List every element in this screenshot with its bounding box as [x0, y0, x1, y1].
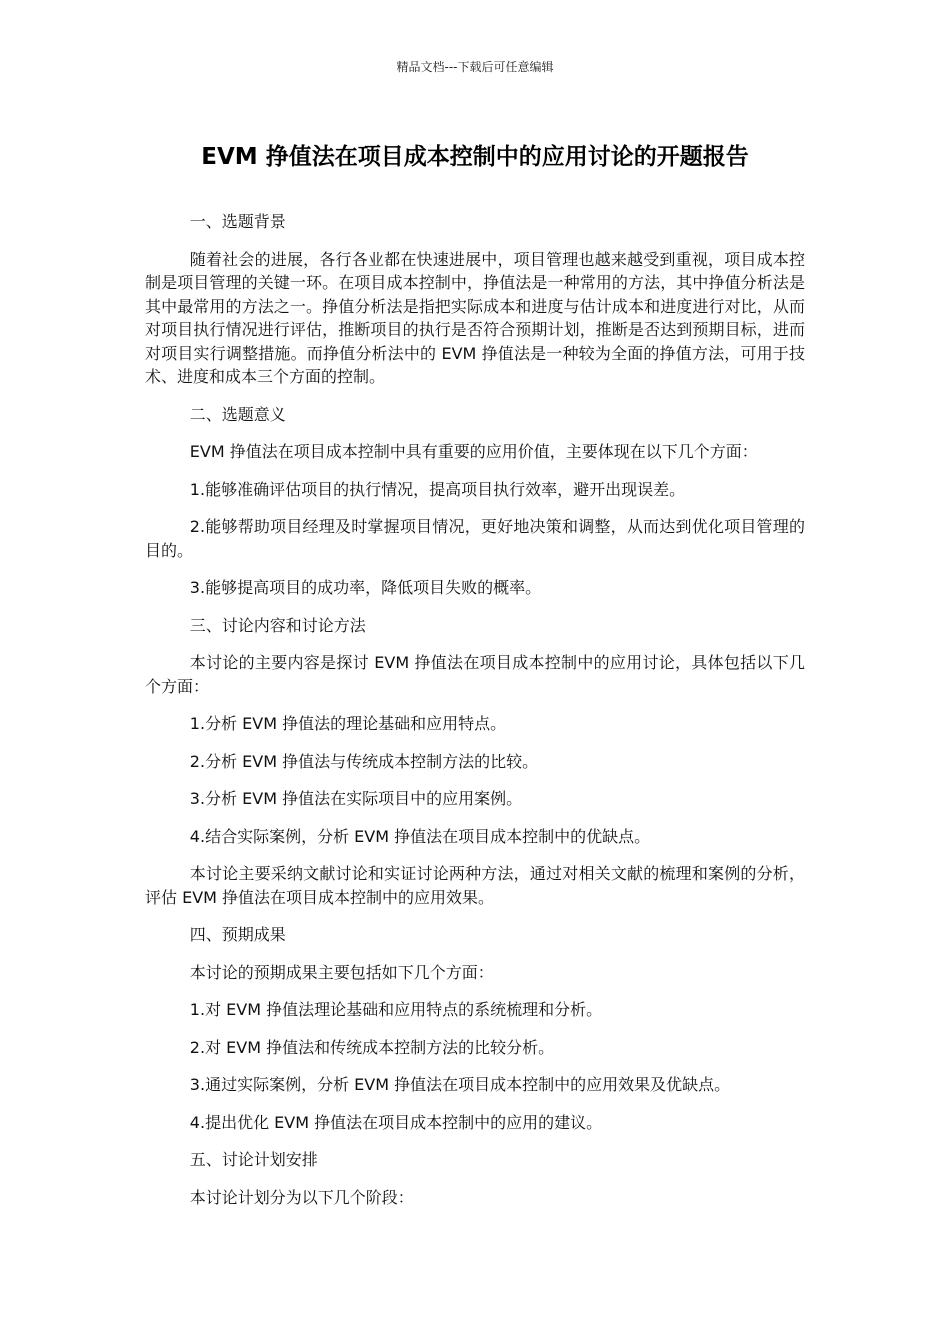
- section-heading: 一、选题背景: [189, 212, 286, 231]
- list-item: 1.能够准确评估项目的执行情况，提高项目执行效率，避开出现误差。: [189, 479, 686, 499]
- list-item: 2.能够帮助项目经理及时掌握项目情况，更好地决策和调整，从而达到优化项目管理的目的。: [145, 517, 805, 560]
- paragraph: 本讨论主要采纳文献讨论和实证讨论两种方法，通过对相关文献的梳理和案例的分析，评估 EVM 挣值法在项目成本控制中的应用效果。: [145, 864, 805, 907]
- list-item: 1.分析 EVM 挣值法的理论基础和应用特点。: [189, 714, 507, 733]
- paragraph: 本讨论的主要内容是探讨 EVM 挣值法在项目成本控制中的应用讨论，具体包括以下几个方面：: [145, 653, 805, 696]
- section-heading: 五、讨论计划安排: [189, 1150, 318, 1169]
- list-item: 4.提出优化 EVM 挣值法在项目成本控制中的应用的建议。: [189, 1112, 603, 1132]
- list-item: 2.对 EVM 挣值法和传统成本控制方法的比较分析。: [189, 1037, 555, 1057]
- paragraph: 本讨论计划分为以下几个阶段：: [189, 1187, 414, 1207]
- section-heading: 二、选题意义: [189, 404, 286, 424]
- list-item: 3.分析 EVM 挣值法在实际项目中的应用案例。: [189, 789, 523, 808]
- list-item: 2.分析 EVM 挣值法与传统成本控制方法的比较。: [189, 751, 539, 771]
- list-item: 3.能够提高项目的成功率，降低项目失败的概率。: [189, 578, 542, 597]
- header-note: 精品文档---下载后可任意编辑: [396, 60, 554, 74]
- paragraph: EVM 挣值法在项目成本控制中具有重要的应用价值，主要体现在以下几个方面：: [189, 442, 758, 461]
- section-heading: 三、讨论内容和讨论方法: [189, 615, 366, 635]
- list-item: 3.通过实际案例，分析 EVM 挣值法在项目成本控制中的应用效果及优缺点。: [189, 1075, 731, 1094]
- list-item: 1.对 EVM 挣值法理论基础和应用特点的系统梳理和分析。: [189, 1000, 603, 1019]
- paragraph: 随着社会的进展，各行各业都在快速进展中，项目管理也越来越受到重视，项目成本控制是项目管理的关键一环。在项目成本控制中，挣值法是一种常用的方法，其中挣值分析法是其中最常用的方法之一。挣值分析法是指把实际成本和进度与估计成本和进度进行对比，从而对项目执行情况进行评估，推断项目的执行是否符合预期计划，推断是否达到预期目标，进而对项目实行调整措施。而挣值分析法中的 EVM 挣值法是一种较为全面的挣值方法，可用于技术、进度和成本三个方面的控制。: [145, 249, 805, 386]
- section-heading: 四、预期成果: [189, 925, 286, 944]
- paragraph: 本讨论的预期成果主要包括如下几个方面：: [189, 962, 494, 982]
- document-body: [145, 210, 805, 1223]
- document-title: EVM 挣值法在项目成本控制中的应用讨论的开题报告: [201, 144, 749, 170]
- list-item: 4.结合实际案例，分析 EVM 挣值法在项目成本控制中的优缺点。: [189, 826, 651, 846]
